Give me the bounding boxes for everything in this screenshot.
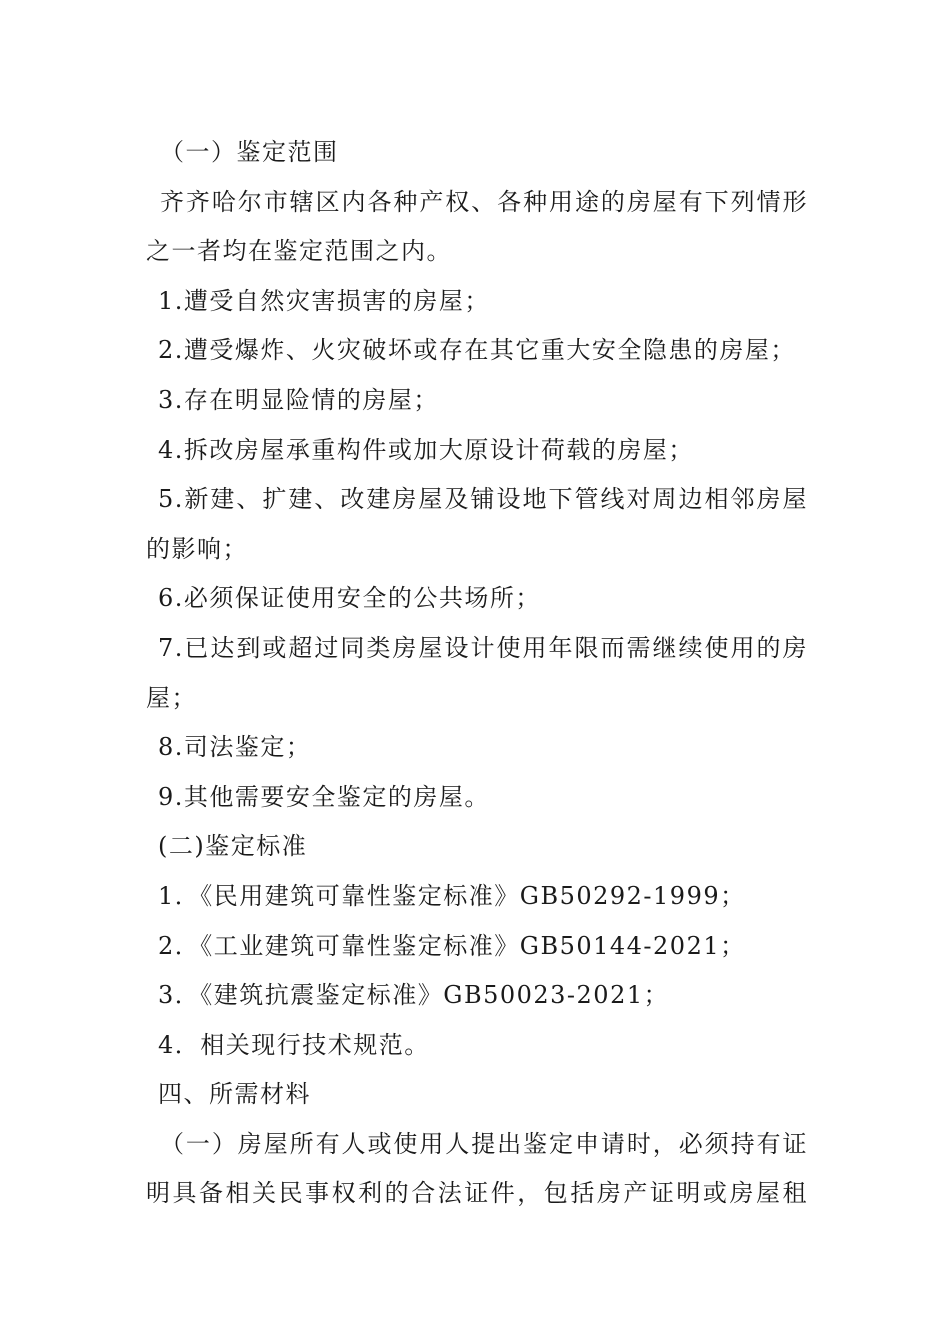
paragraph-line: 明具备相关民事权利的合法证件，包括房产证明或房屋租 (146, 1179, 808, 1208)
list-item: 5.新建、扩建、改建房屋及铺设地下管线对周边相邻房屋 (158, 485, 808, 514)
standard-item: 4．相关现行技术规范。 (158, 1030, 430, 1059)
paragraph-line: 齐齐哈尔市辖区内各种产权、各种用途的房屋有下列情形 (160, 187, 808, 216)
standard-item: 3．《建筑抗震鉴定标准》GB50023-2021； (158, 981, 670, 1010)
list-item-continuation: 屋； (146, 683, 197, 712)
section-heading-materials: 四、所需材料 (158, 1080, 311, 1109)
paragraph-line: 之一者均在鉴定范围之内。 (146, 237, 452, 266)
paragraph-line: （一）房屋所有人或使用人提出鉴定申请时，必须持有证 (160, 1129, 808, 1158)
document-body (146, 128, 808, 1219)
section-heading-standards: (二)鉴定标准 (158, 832, 308, 861)
list-item: 1.遭受自然灾害损害的房屋； (158, 286, 490, 315)
list-item: 2.遭受爆炸、火灾破坏或存在其它重大安全隐患的房屋； (158, 336, 796, 365)
list-item-continuation: 的影响； (146, 534, 248, 563)
section-heading-scope: （一）鉴定范围 (160, 138, 339, 166)
list-item: 3.存在明显险情的房屋； (158, 385, 439, 414)
list-item: 9.其他需要安全鉴定的房屋。 (158, 782, 490, 811)
list-item: 7.已达到或超过同类房屋设计使用年限而需继续使用的房 (158, 633, 808, 662)
list-item: 6.必须保证使用安全的公共场所； (158, 584, 541, 613)
standard-item: 2．《工业建筑可靠性鉴定标准》GB50144-2021； (158, 931, 746, 960)
list-item: 4.拆改房屋承重构件或加大原设计荷载的房屋； (158, 435, 694, 464)
list-item: 8.司法鉴定； (158, 733, 312, 762)
standard-item: 1．《民用建筑可靠性鉴定标准》GB50292-1999； (158, 881, 746, 910)
